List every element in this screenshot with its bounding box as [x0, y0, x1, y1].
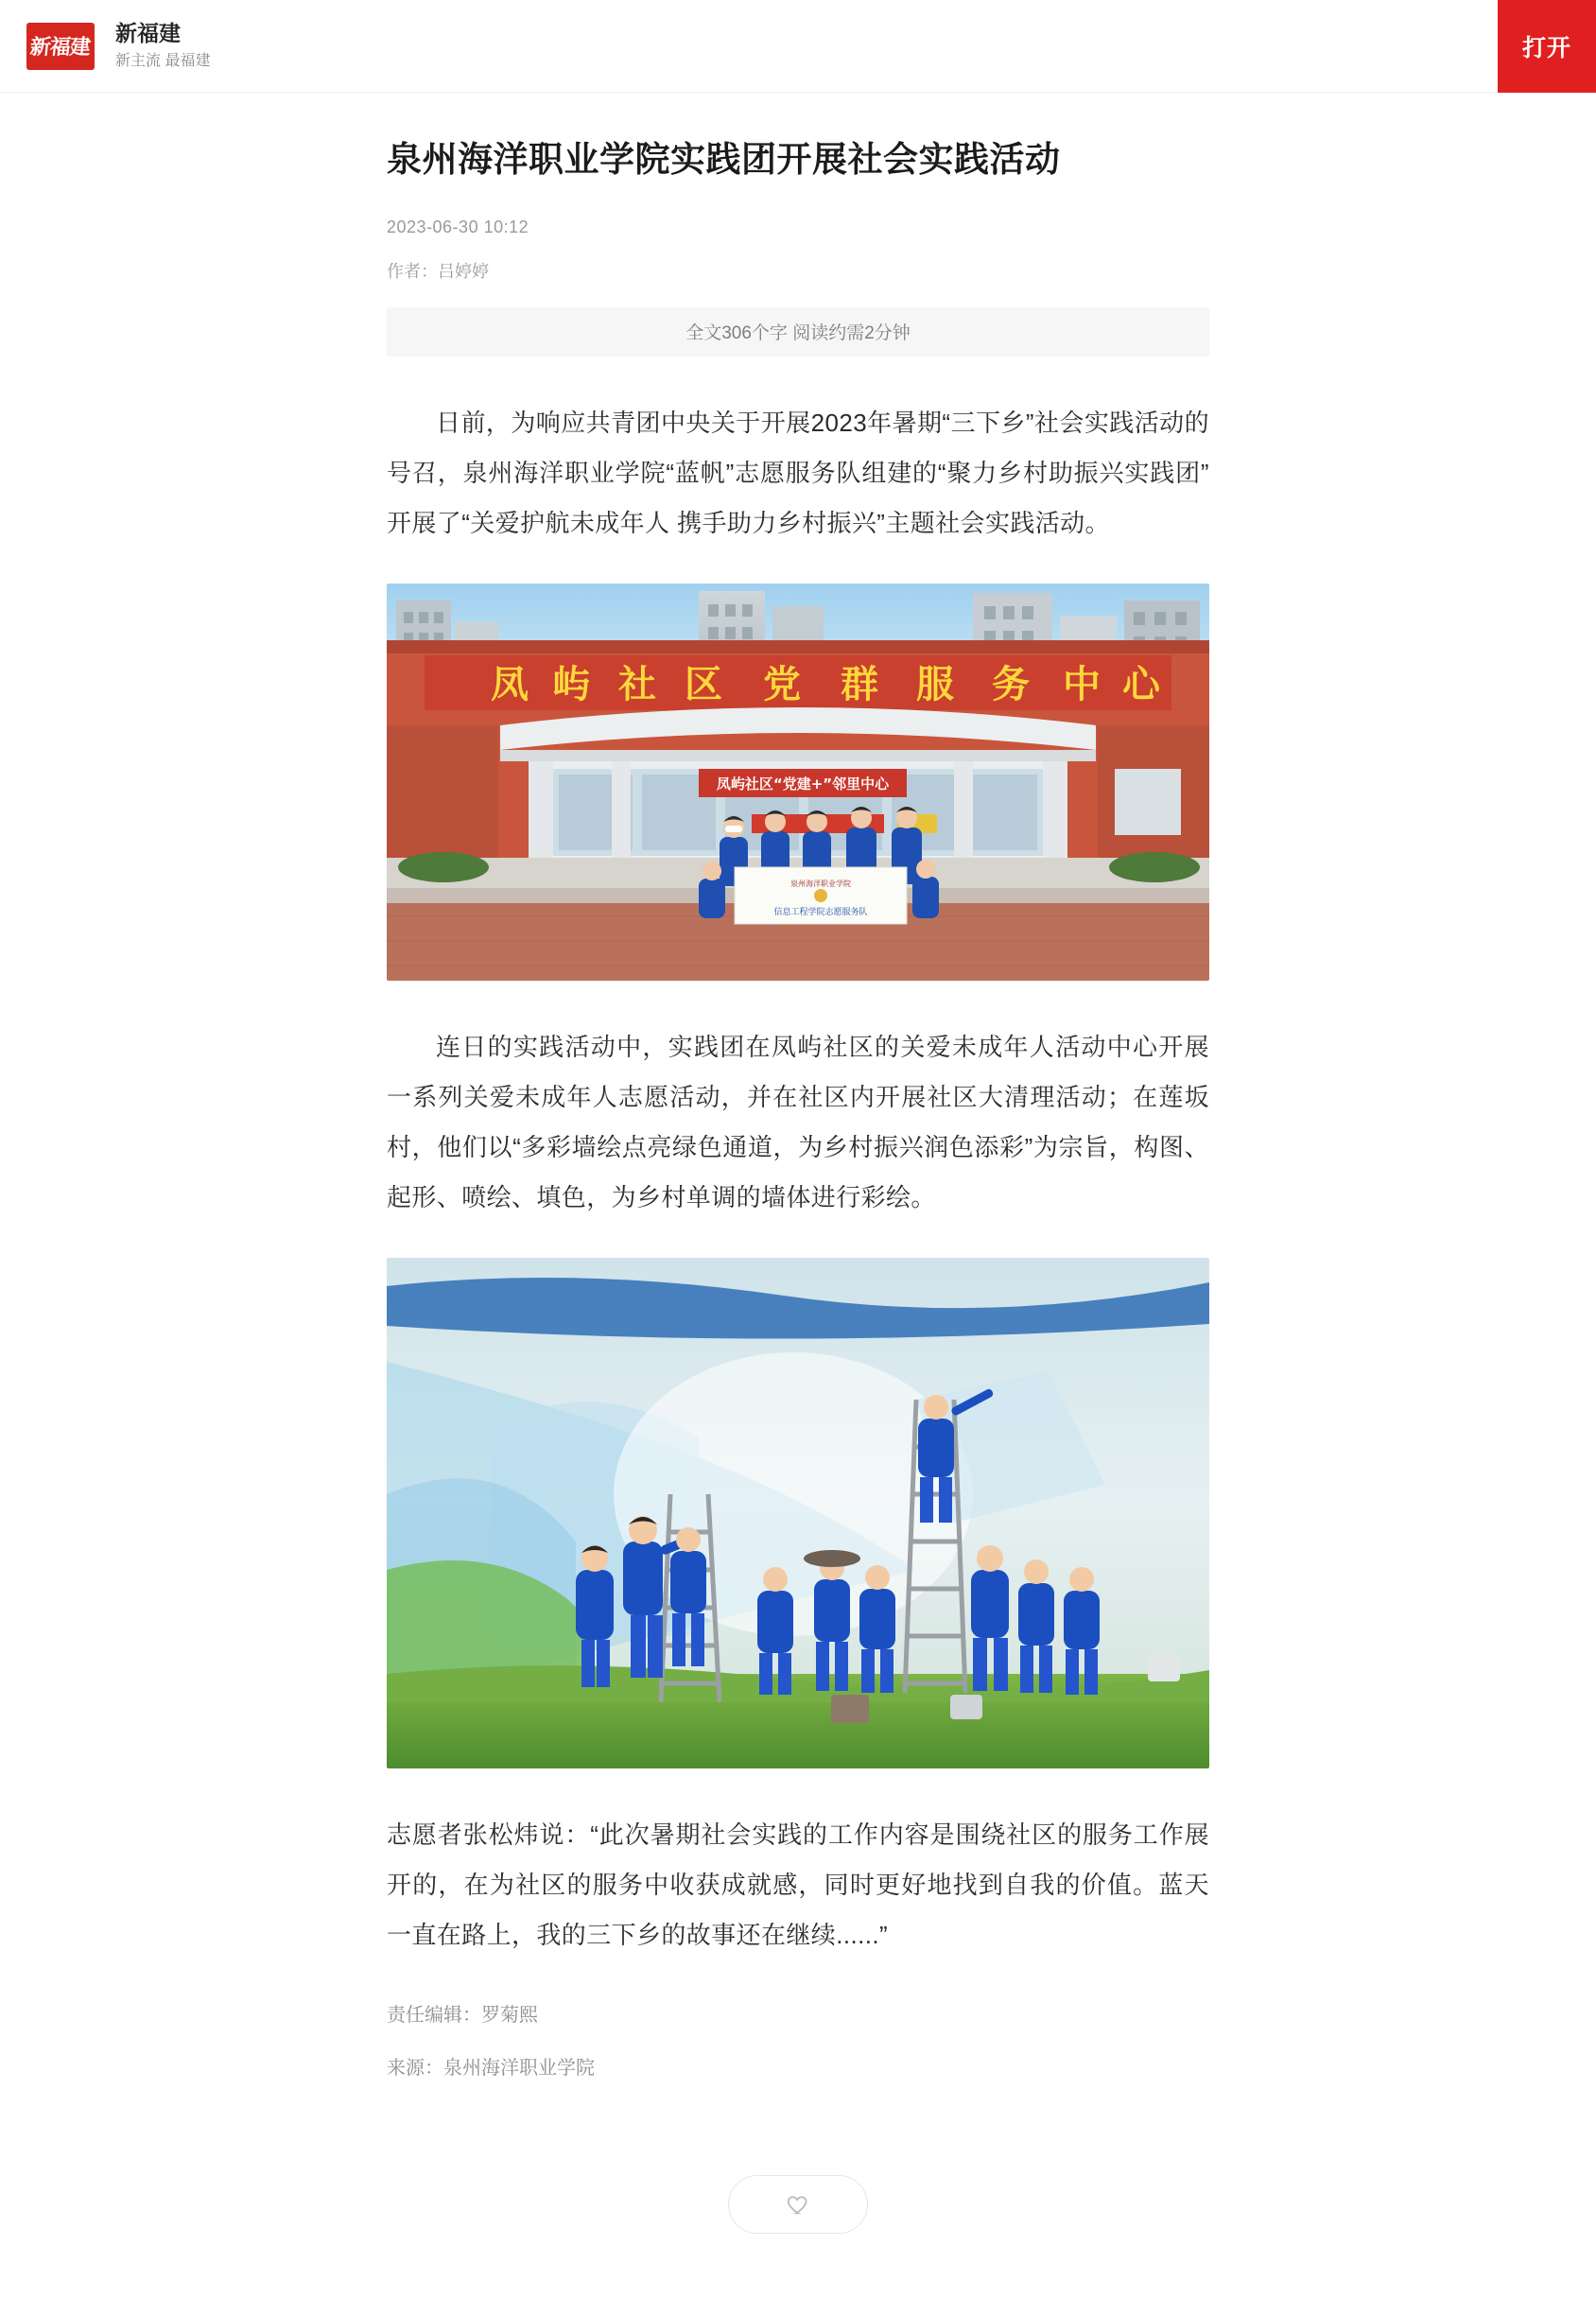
like-section [387, 2175, 1209, 2234]
village-wall-painting-photo [387, 1258, 1209, 1768]
brand-title: 新福建 [115, 20, 181, 45]
open-app-button[interactable]: 打开 [1498, 0, 1596, 93]
svg-text:心: 心 [1122, 662, 1160, 706]
article-title: 泉州海洋职业学院实践团开展社会实践活动 [387, 140, 1061, 179]
svg-text:党: 党 [763, 662, 801, 706]
svg-text:中: 中 [1063, 662, 1101, 706]
site-logo-icon[interactable] [26, 23, 95, 70]
article-author: 作者：吕婷婷 [387, 261, 489, 281]
article-paragraph-3: 志愿者张松炜说：“此次暑期社会实践的工作内容是围绕社区的服务工作展开的，在为社区的服务中收获成就感，同时更好地找到自我的价值。蓝天一直在路上，我的三下乡的故事还在继续......” [387, 1820, 1209, 1950]
site-header [0, 0, 1596, 93]
brand-block [115, 19, 210, 73]
svg-text:屿: 屿 [552, 662, 590, 706]
article-paragraph-1: 日前，为响应共青团中央关于开展2023年暑期“三下乡”社会实践活动的号召，泉州海洋职业学院“蓝帆”志愿服务队组建的“聚力乡村助振兴实践团”开展了“关爱护航未成年人 携手助力乡村振兴”主题社会实践活动。 [387, 408, 1209, 538]
svg-text:区: 区 [685, 662, 722, 706]
svg-text:社: 社 [618, 662, 656, 706]
article-source: 来源：泉州海洋职业学院 [387, 2057, 595, 2079]
heart-icon [786, 2192, 810, 2217]
read-info-bar: 全文306个字 阅读约需2分钟 [387, 307, 1209, 357]
community-service-center-group-photo [387, 583, 1209, 981]
article-date: 2023-06-30 10:12 [387, 217, 529, 236]
svg-text:凤: 凤 [491, 662, 529, 706]
article-container [387, 93, 1209, 2234]
svg-text:群: 群 [841, 662, 878, 706]
svg-text:服: 服 [916, 662, 954, 706]
article-editor: 责任编辑：罗菊熙 [387, 2004, 538, 2026]
svg-text:信息工程学院志愿服务队: 信息工程学院志愿服务队 [773, 907, 868, 917]
site-logo-text: 新福建 [28, 36, 92, 60]
like-button[interactable] [728, 2175, 868, 2234]
svg-text:务: 务 [992, 662, 1030, 706]
svg-text:凤屿社区“党建+”邻里中心: 凤屿社区“党建+”邻里中心 [716, 775, 890, 792]
svg-text:泉州海洋职业学院: 泉州海洋职业学院 [790, 879, 851, 888]
article-paragraph-2: 连日的实践活动中，实践团在凤屿社区的关爱未成年人活动中心开展一系列关爱未成年人志愿活动，并在社区内开展社区大清理活动；在莲坂村，他们以“多彩墙绘点亮绿色通道，为乡村振兴润色添彩”为宗旨，构图、起形、喷绘、填色，为乡村单调的墙体进行彩绘。 [387, 1032, 1209, 1212]
brand-subtitle: 新主流 最福建 [115, 53, 211, 70]
